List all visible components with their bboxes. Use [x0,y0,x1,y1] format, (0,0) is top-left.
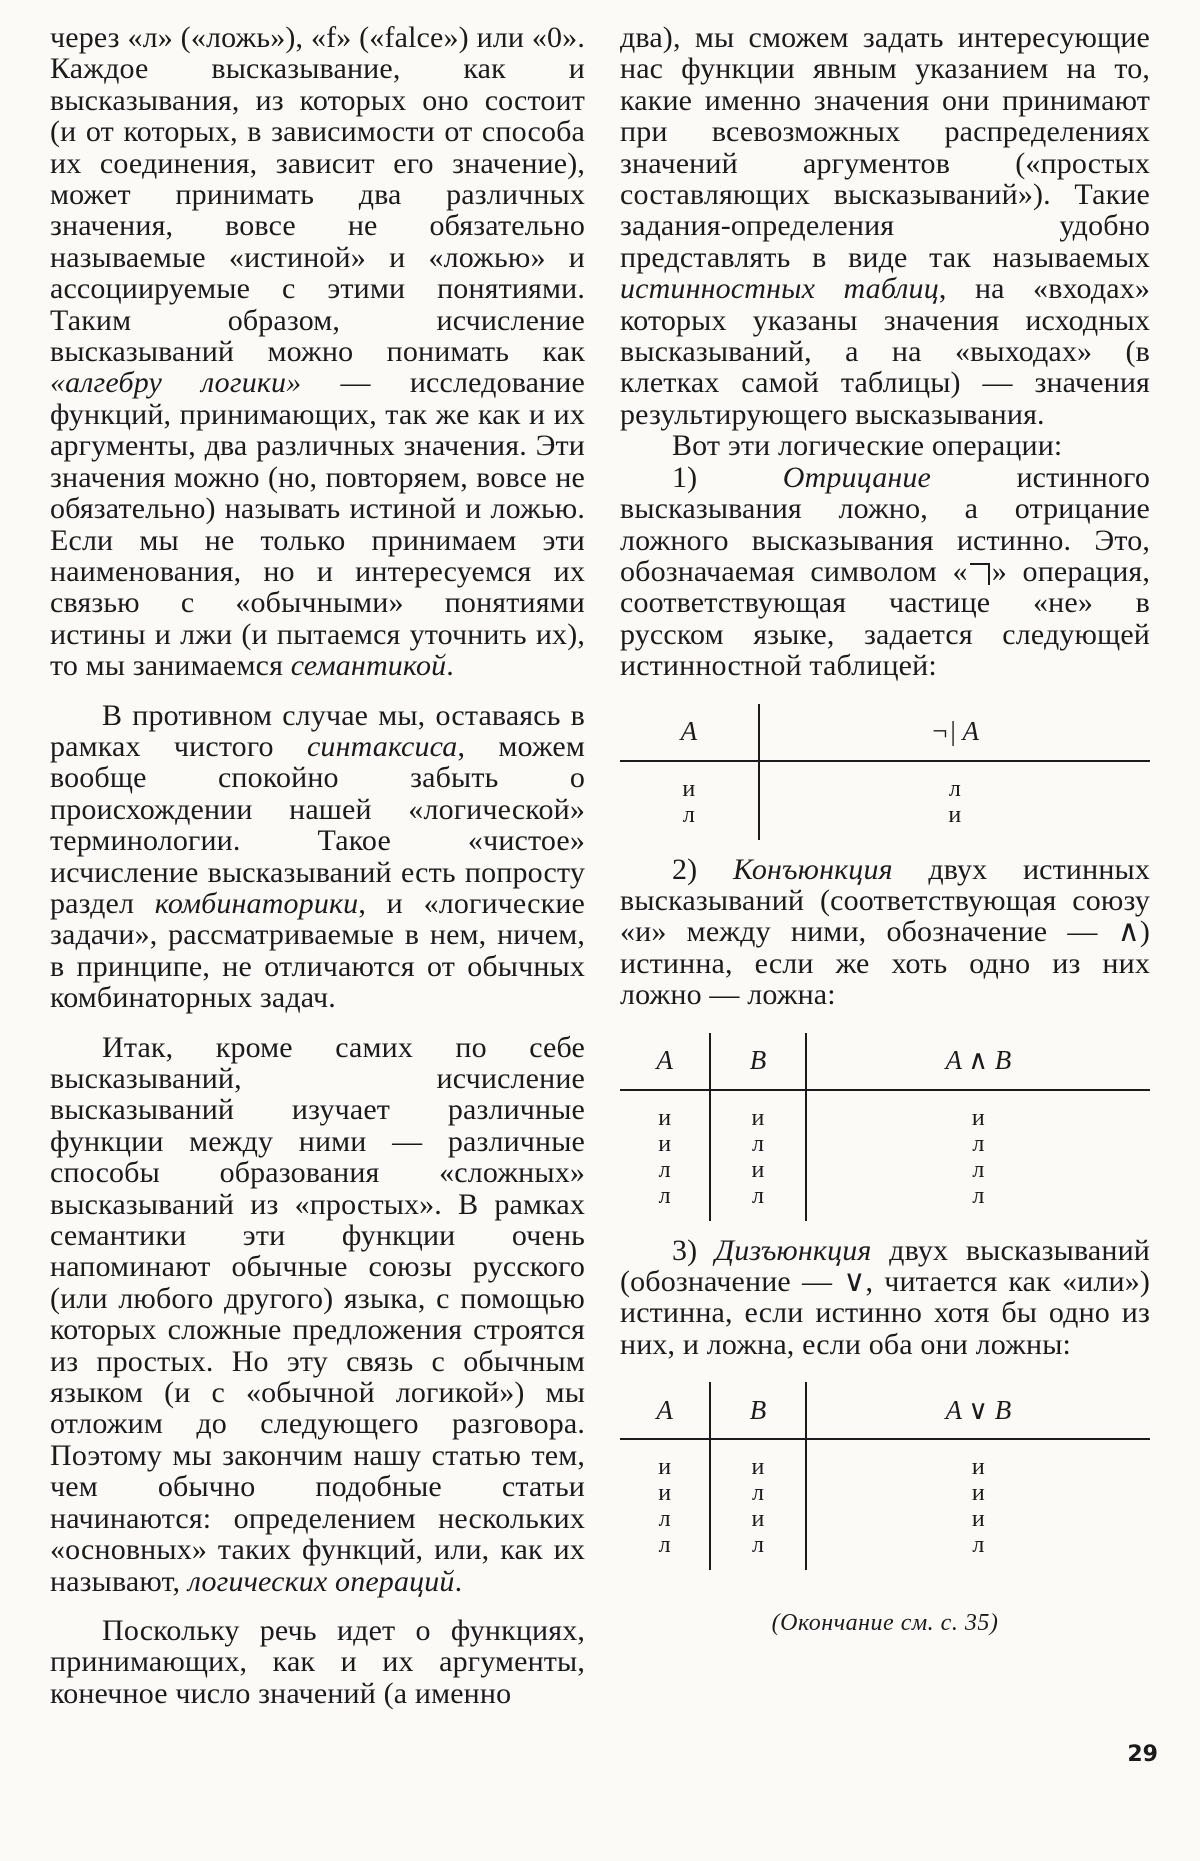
paragraph-disjunction [620,1235,1150,1361]
table-cell: и [948,801,962,828]
italic-term-logical-operations: логических операций [187,1564,455,1598]
paragraph-syntax [50,700,585,1014]
table-cell: и [658,1454,672,1481]
table-column-b [710,1090,805,1221]
paragraph-intro [50,22,585,682]
table-cell: л [682,801,695,828]
text-run: Вот эти логические операции: [672,429,1063,463]
table-column-not-a [759,761,1150,840]
table-cell: л [972,1130,985,1157]
table-cell: и [751,1454,765,1481]
paragraph-negation [620,462,1150,682]
table-header: A ∨ B [806,1382,1150,1439]
text-run: — исследование функций, принимающих, так же как и их аргументы, два различных значения. Эти значения можно (но, повторяем, вовсе не обязательно) называть истиной и ложью. Если мы не только принимаем эти наименования, но и интересуемся их связью с «обычными» понятиями истины и лжи (и пытаемся уточнить их), то мы занимаемся [50,366,585,683]
continuation-note: (Окончание см. с. 35) [771,1610,999,1637]
table-cell: л [658,1182,671,1209]
table-column-a-and-b [806,1090,1150,1221]
conjunction-truth-table [620,1033,1150,1221]
text-run: Поскольку речь идет о функциях, принимающих, как и их аргументы, конечное число значений (а именно [50,1613,585,1710]
negation-truth-table [620,704,1150,840]
table-cell: л [658,1532,671,1559]
table-cell: и [658,1104,672,1131]
table-header: A [620,1382,710,1439]
table-header: A ∧ B [806,1033,1150,1090]
italic-term-combinatorics: комбинаторики [154,886,359,920]
table-cell: и [971,1454,985,1481]
disjunction-truth-table [620,1382,1150,1570]
text-run: двух высказываний (обозначение — ∨, читается как «или») истинна, если истинно хотя бы одно из них, и ложна, если оба они ложны: [620,1233,1150,1361]
table-cell: л [751,1532,764,1559]
text-run: истинного высказывания ложно, а отрицание ложного высказывания истинно. Это, обозначаемая символом « [620,460,1150,588]
table-header: A [620,1033,710,1090]
table-cell: л [751,1480,764,1507]
table-cell: и [971,1506,985,1533]
table-cell: л [658,1156,671,1183]
paragraph-operations-intro [620,430,1150,461]
table-cell: л [948,775,961,802]
paragraph-truth-tables [620,22,1150,430]
italic-term-negation: Отрицание [782,460,931,494]
table-cell: и [971,1480,985,1507]
italic-term-algebra-of-logic: «алгебру логики» [50,366,302,400]
table-column-a [620,761,759,840]
italic-term-conjunction: Конъюнкция [732,852,893,886]
table-header: B [710,1033,805,1090]
page-number: 29 [1127,1742,1158,1767]
text-run: В противном случае мы, оставаясь в рамках чистого [50,698,585,763]
table-cell: и [751,1506,765,1533]
right-column [620,22,1150,1637]
text-run: 3) [672,1233,715,1267]
table-column-a [620,1090,710,1221]
text-run: » операция, соответствующая частице «не» в русском языке, задается следующей истинностной таблицей: [620,554,1150,683]
table-cell: и [658,1130,672,1157]
table-column-b [710,1439,805,1570]
table-cell: и [751,1104,765,1131]
text-run: 1) [672,460,783,494]
table-cell: и [971,1104,985,1131]
text-run: двух истинных высказываний (соответствующая союзу «и» между ними, обозначение — ∧) истинна, если же хоть одно из них ложно — ложна: [620,852,1150,1012]
paragraph-conjunction [620,854,1150,1011]
italic-term-semantics: семантикой [290,649,447,683]
italic-term-syntax: синтаксиса [306,729,458,763]
text-run: , можем вообще спокойно забыть о происхождении нашей «логической» терминологии. Такое «чистое» исчисление высказываний есть попросту раздел [50,729,585,920]
text-run: . [446,649,454,683]
table-cell: и [658,1480,672,1507]
paragraph-finite-values [50,1615,585,1709]
table-header: A [620,704,759,761]
table-cell: л [751,1130,764,1157]
italic-term-truth-tables: истинностных таблиц [620,272,939,306]
text-run: , и «логические задачи», рассматриваемые в нем, ничем, в принципе, не отличаются от обычных комбинаторных задач. [50,886,585,1015]
table-cell: л [972,1532,985,1559]
text-run: через «л» («ложь»), «f» («falce») или «0». Каждое высказывание, как и высказывания, из которых оно состоит (и от которых, в зависимости от способа их соединения, зависит его значение), может принимать два различных значения, вовсе не обязательно называемые «истиной» и «ложью» и ассоциируемые с этими понятиями. Таким образом, исчисление высказываний можно понимать как [50,21,585,369]
table-header: B [710,1382,805,1439]
table-column-a [620,1439,710,1570]
table-cell: л [751,1182,764,1209]
italic-term-disjunction: Дизъюнкция [714,1233,872,1267]
paragraph-functions [50,1032,585,1597]
table-cell: л [658,1506,671,1533]
table-cell: и [682,775,696,802]
table-cell: л [972,1156,985,1183]
table-cell: и [751,1156,765,1183]
table-cell: л [972,1182,985,1209]
text-run: два), мы сможем задать интересующие нас функции явным указанием на то, какие именно значения они принимают при всевозможных распределениях значений аргументов («простых составляющих высказываний»). Такие задания-определения удобно представлять в виде так называемых [620,21,1150,274]
table-header: ¬| A [759,704,1150,761]
text-run: 2) [672,852,733,886]
text-run: , на «входах» которых указаны значения исходных высказываний, а на «выходах» (в клетках самой таблицы) — значения результирующего высказывания. [620,272,1150,431]
text-run: Итак, кроме самих по себе высказываний, исчисление высказываний изучает различные функции между ними — различные способы образования «сложных» высказываний из «простых». В рамках семантики эти функции очень напоминают обычные союзы русского (или любого другого) языка, с помощью которых сложные предложения строятся из простых. Но эту связь с обычным языком (и с «обычной логикой») мы отложим до следующего разговора. Поэтому мы закончим нашу статью тем, чем обычно подобные статьи начинаются: определением нескольких «основных» таких функций, или, как их называют, [50,1030,585,1598]
negation-symbol-icon [970,563,990,585]
text-run: . [454,1564,463,1598]
left-column [50,22,585,1709]
table-column-a-or-b [806,1439,1150,1570]
